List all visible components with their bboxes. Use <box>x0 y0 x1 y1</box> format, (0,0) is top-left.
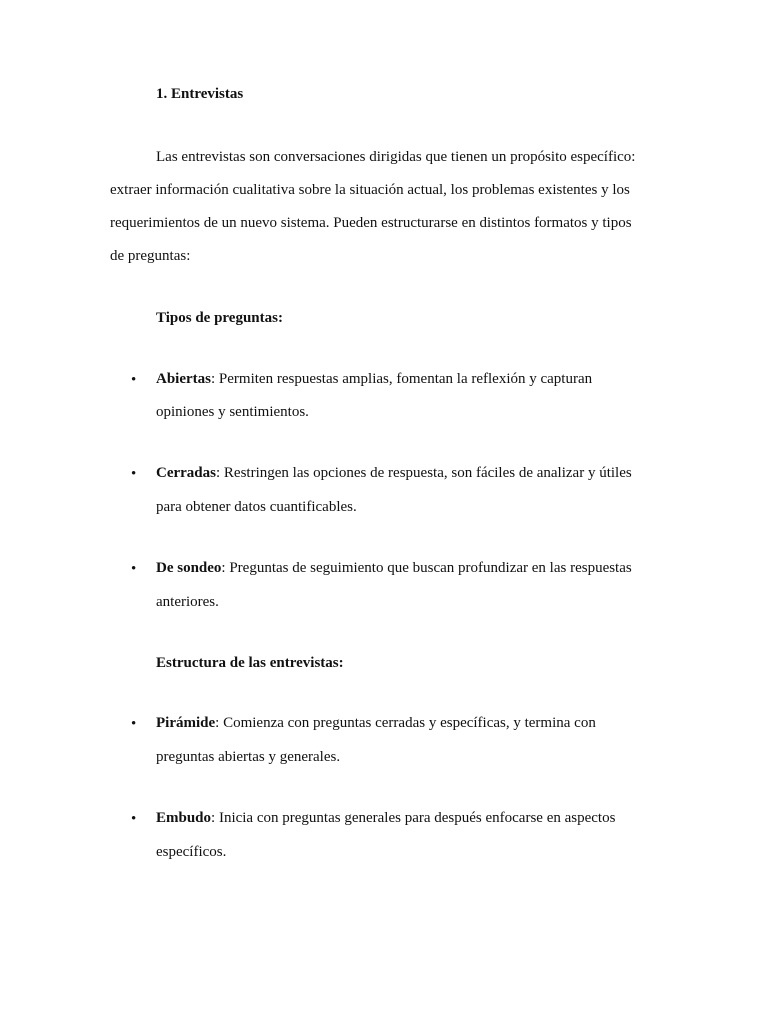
bullet-icon: • <box>131 561 137 577</box>
list-item-term: Pirámide <box>156 715 216 731</box>
bullet-icon: • <box>131 716 137 732</box>
bullet-icon: • <box>131 372 137 388</box>
list-item-abiertas-cont: opiniones y sentimientos. <box>156 404 309 420</box>
intro-line-3: requerimientos de un nuevo sistema. Pueden estructurarse en distintos formatos y tipos <box>110 215 632 231</box>
list-item-term: De sondeo <box>156 560 222 576</box>
list-item-term: Abiertas <box>156 371 211 387</box>
structure-title-text: Estructura de las entrevistas: <box>156 655 344 671</box>
bullet-icon: • <box>131 811 137 827</box>
list-item-description: : Preguntas de seguimiento que buscan profundizar en las respuestas <box>221 560 632 576</box>
section-heading <box>156 84 243 104</box>
list-item-embudo-cont: específicos. <box>156 844 227 860</box>
list-item-cerradas <box>156 463 632 483</box>
list-item-abiertas <box>156 369 592 389</box>
list-item-description: : Permiten respuestas amplias, fomentan la reflexión y capturan <box>211 371 593 387</box>
list-item-description: : Inicia con preguntas generales para después enfocarse en aspectos <box>211 810 616 826</box>
intro-line-4: de preguntas: <box>110 248 191 264</box>
list-item-term: Embudo <box>156 810 212 826</box>
list-item-de-sondeo-cont: anteriores. <box>156 594 219 610</box>
bullet-icon: • <box>131 466 137 482</box>
list-item-piramide <box>156 713 596 733</box>
list-item-description: : Restringen las opciones de respuesta, son fáciles de analizar y útiles <box>216 465 632 481</box>
list-item-piramide-cont: preguntas abiertas y generales. <box>156 749 341 765</box>
intro-line-2: extraer información cualitativa sobre la situación actual, los problemas existentes y los <box>110 182 630 198</box>
intro-line-1: Las entrevistas son conversaciones dirigidas que tienen un propósito específico: <box>156 149 636 165</box>
list-item-cerradas-cont: para obtener datos cuantificables. <box>156 499 357 515</box>
question-types-title-text: Tipos de preguntas: <box>156 310 283 326</box>
structure-title <box>156 653 344 673</box>
section-heading-text: 1. Entrevistas <box>156 86 244 102</box>
list-item-term: Cerradas <box>156 465 216 481</box>
question-types-title <box>156 308 283 328</box>
list-item-de-sondeo <box>156 558 632 578</box>
list-item-description: : Comienza con preguntas cerradas y específicas, y termina con <box>215 715 596 731</box>
list-item-embudo <box>156 808 615 828</box>
